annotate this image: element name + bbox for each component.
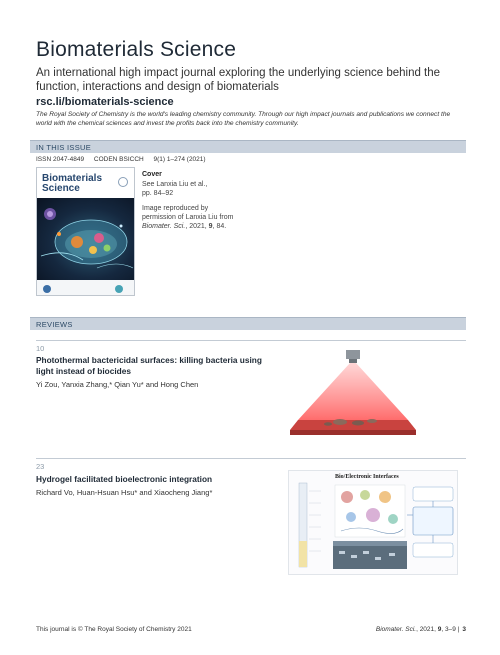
cover-cell-illustration — [37, 198, 135, 280]
footer-volume: 9 — [437, 626, 442, 633]
rsc-logo-icon — [43, 285, 51, 293]
photothermal-graphical-abstract — [288, 350, 418, 448]
article-title[interactable]: Hydrogel facilitated bioelectronic integration — [36, 474, 213, 484]
cover-credit-year: , 2021, — [185, 223, 209, 230]
cover-credit-page: , 84. — [212, 223, 227, 230]
footer-year: , 2021, — [416, 626, 438, 633]
footer-copyright: This journal is © The Royal Society of Chemistry 2021 — [36, 626, 192, 633]
cover-credit-line1: Image reproduced by — [142, 205, 209, 212]
article-title[interactable]: Photothermal bactericidal surfaces: killing bacteria using light instead of biocides — [36, 355, 262, 376]
cover-ref-line2: pp. 84–92 — [142, 190, 174, 197]
footer-journal: Biomater. Sci. — [375, 626, 417, 633]
volume-pages: 9(1) 1–274 (2021) — [153, 156, 206, 163]
article-page-number: 23 — [36, 462, 45, 471]
bioelectronic-graphical-abstract — [288, 470, 458, 575]
bioelectronic-diagram — [289, 471, 459, 576]
reviews-bar — [30, 317, 466, 330]
article-authors: Yi Zou, Yanxia Zhang,* Qian Yu* and Hong Chen — [36, 380, 199, 389]
cover-thumb-title — [42, 174, 102, 194]
footer-pages: , 3–9 — [441, 626, 456, 633]
article-divider — [36, 340, 466, 341]
reviews-heading: REVIEWS — [36, 320, 73, 329]
cover-thumb-title-line1: Biomaterials — [42, 173, 103, 184]
article-divider — [36, 458, 466, 459]
in-this-issue-bar — [30, 140, 466, 153]
journal-title: Biomaterials Science — [36, 38, 237, 61]
cover-label: Cover — [142, 171, 162, 178]
cover-credit-volume: 9 — [208, 223, 213, 230]
rsc-blurb: The Royal Society of Chemistry is the world's leading chemistry community. Through our high impact journals and publications we connect the world with the chemical sciences and invest the profits back into the chemistry community. — [36, 111, 451, 127]
cover-credit — [142, 204, 242, 231]
coden: CODEN BSICCH — [93, 156, 144, 163]
cover-artwork — [37, 198, 135, 280]
cover-reference[interactable] — [142, 180, 207, 198]
issn: ISSN 2047-4849 — [36, 156, 85, 163]
article-page-number: 10 — [36, 344, 45, 353]
in-this-issue-heading: IN THIS ISSUE — [36, 143, 92, 152]
publisher-logo-icon — [115, 285, 123, 293]
footer-page-number: 3 — [462, 626, 466, 633]
journal-url-link[interactable]: rsc.li/biomaterials-science — [36, 96, 174, 108]
article-authors: Richard Vo, Huan-Hsuan Hsu* and Xiaocheng Jiang* — [36, 488, 213, 497]
cover-credit-journal: Biomater. Sci. — [142, 223, 186, 230]
cover-credit-line3 — [142, 222, 242, 231]
footer-separator: | — [457, 626, 460, 633]
issn-line — [36, 156, 214, 163]
journal-subtitle: An international high impact journal exploring the underlying science behind the function, interactions and design of biomaterials — [36, 67, 441, 93]
cover-thumb-title-line2: Science — [42, 183, 80, 194]
cover-thumbnail[interactable] — [36, 167, 135, 296]
footer-citation — [376, 626, 466, 633]
cover-credit-line2: permission of Lanxia Liu from — [142, 214, 234, 221]
cover-footer — [37, 280, 135, 296]
figure-heading: Bio/Electronic Interfaces — [335, 474, 399, 480]
cover-ref-line1: See Lanxia Liu et al., — [142, 181, 208, 188]
cover-logo-icon — [118, 177, 128, 187]
